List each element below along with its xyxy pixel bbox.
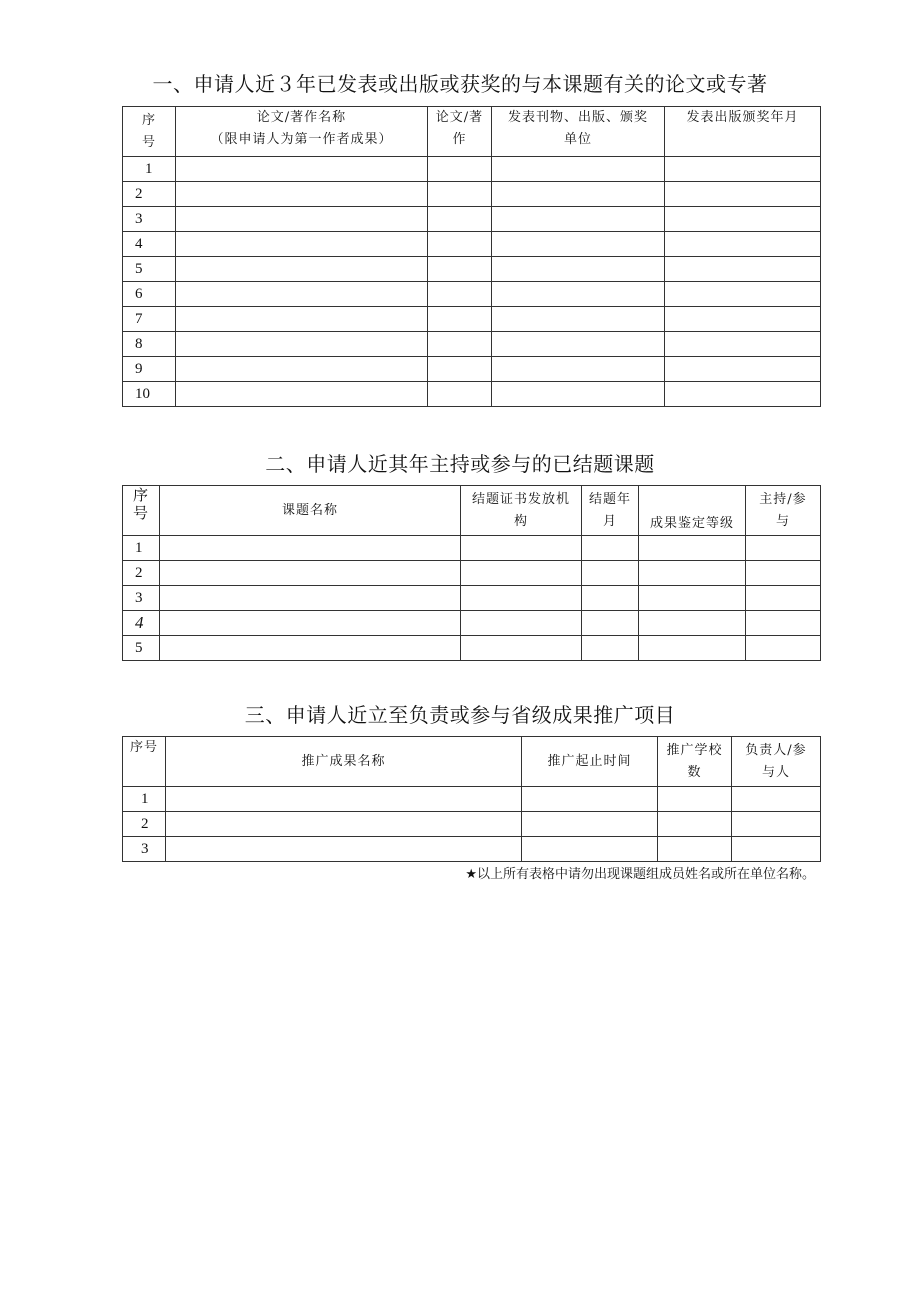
col-seq: 序 号 (123, 107, 176, 157)
col-type: 论文/著 作 (428, 107, 492, 157)
col-project-name: 课题名称 (160, 486, 461, 536)
table-row: 3 (123, 586, 821, 611)
table-row: 1 (123, 787, 821, 812)
table-row: 1 (123, 536, 821, 561)
table-row: 4 (123, 232, 821, 257)
col-publisher: 发表刊物、出版、颁奖 单位 (492, 107, 665, 157)
col-school-count: 推广学校 数 (658, 737, 732, 787)
col-role: 主持/参 与 (746, 486, 821, 536)
table-row: 4 (123, 611, 821, 636)
table-row: 1 (123, 157, 821, 182)
col-title: 论文/著作名称 （限申请人为第一作者成果） (176, 107, 428, 157)
table-header-row (123, 486, 821, 536)
col-completion-date: 结题年 月 (582, 486, 639, 536)
footnote: ★以上所有表格中请勿出现课题组成员姓名或所在单位名称。 (465, 867, 815, 882)
col-role: 负责人/参 与人 (732, 737, 821, 787)
table-row: 6 (123, 282, 821, 307)
table-row: 10 (123, 382, 821, 407)
section3-title: 三、申请人近立至负责或参与省级成果推广项目 (244, 703, 676, 727)
section3-table (122, 736, 821, 862)
table-header-row (123, 107, 821, 157)
table-row: 9 (123, 357, 821, 382)
section2-table (122, 485, 821, 661)
table-row: 2 (123, 182, 821, 207)
table-row: 2 (123, 561, 821, 586)
col-seq: 序号 (123, 737, 166, 787)
col-achievement-name: 推广成果名称 (166, 737, 522, 787)
table-header-row (123, 737, 821, 787)
section2-title: 二、申请人近其年主持或参与的已结题课题 (265, 452, 655, 476)
table-row: 3 (123, 207, 821, 232)
col-seq: 序 号 (123, 486, 160, 536)
col-date: 发表出版颁奖年月 (665, 107, 821, 157)
section1-title: 一、申请人近３年已发表或出版或获奖的与本课题有关的论文或专著 (152, 72, 768, 96)
table-row: 7 (123, 307, 821, 332)
col-grade: 成果鉴定等级 (639, 486, 746, 536)
table-row: 2 (123, 812, 821, 837)
col-issuer: 结题证书发放机 构 (461, 486, 582, 536)
section1-table (122, 106, 821, 407)
table-row: 8 (123, 332, 821, 357)
table-row: 5 (123, 257, 821, 282)
col-period: 推广起止时间 (522, 737, 658, 787)
table-row: 5 (123, 636, 821, 661)
table-row: 3 (123, 837, 821, 862)
